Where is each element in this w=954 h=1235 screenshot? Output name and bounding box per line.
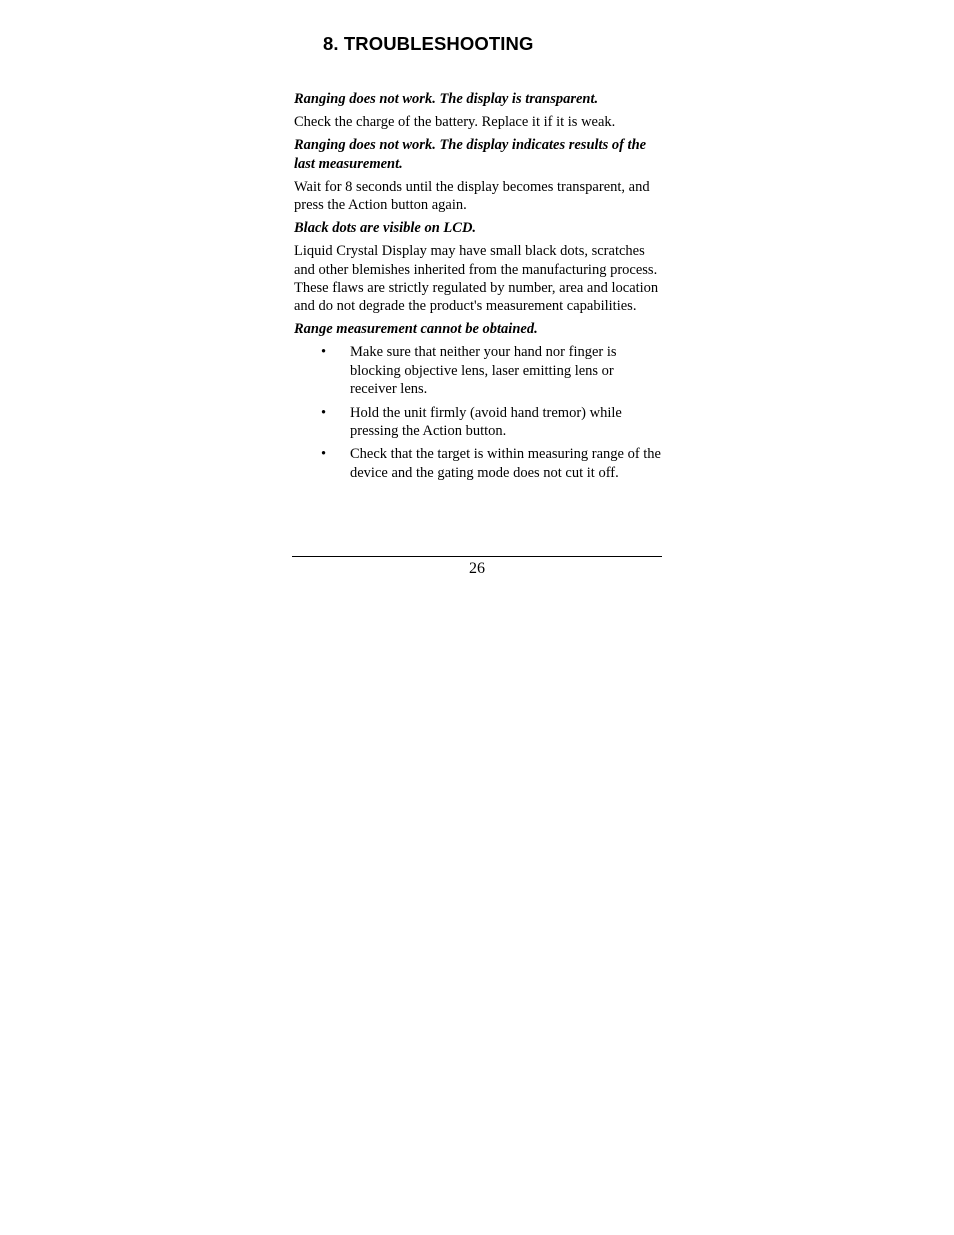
issue-solution: Wait for 8 seconds until the display becomes transparent, and press the Action button again. — [294, 178, 650, 214]
issue-heading: Range measurement cannot be obtained. — [294, 321, 538, 338]
list-item — [294, 343, 664, 398]
footer-divider — [292, 556, 662, 557]
issue-heading: Ranging does not work. The display indicates results of the last measurement. — [294, 137, 647, 172]
page-number: 26 — [469, 560, 485, 577]
bullet-icon: • — [321, 344, 327, 361]
issue-solution: Check the charge of the battery. Replace it if it is weak. — [294, 114, 616, 131]
bullet-icon: • — [321, 446, 327, 463]
troubleshooting-content — [294, 90, 664, 487]
list-item-text: Make sure that neither your hand nor finger is blocking objective lens, laser emitting lens or receiver lens. — [350, 344, 617, 397]
list-item-text: Check that the target is within measuring range of the device and the gating mode does not cut it off. — [350, 446, 661, 481]
list-item — [294, 404, 664, 440]
issue-heading: Black dots are visible on LCD. — [294, 220, 477, 237]
issue-solution: Liquid Crystal Display may have small black dots, scratches and other blemishes inherited from the manufacturing process. These flaws are strictly regulated by number, area and location and do not degrade the product's measurement capabilities. — [294, 243, 659, 315]
issue-heading: Ranging does not work. The display is transparent. — [294, 91, 599, 107]
solution-bullet-list — [294, 343, 664, 481]
bullet-icon: • — [321, 404, 327, 421]
list-item — [294, 445, 664, 481]
section-title: 8. TROUBLESHOOTING — [323, 33, 534, 54]
list-item-text: Hold the unit firmly (avoid hand tremor) while pressing the Action button. — [350, 404, 622, 439]
